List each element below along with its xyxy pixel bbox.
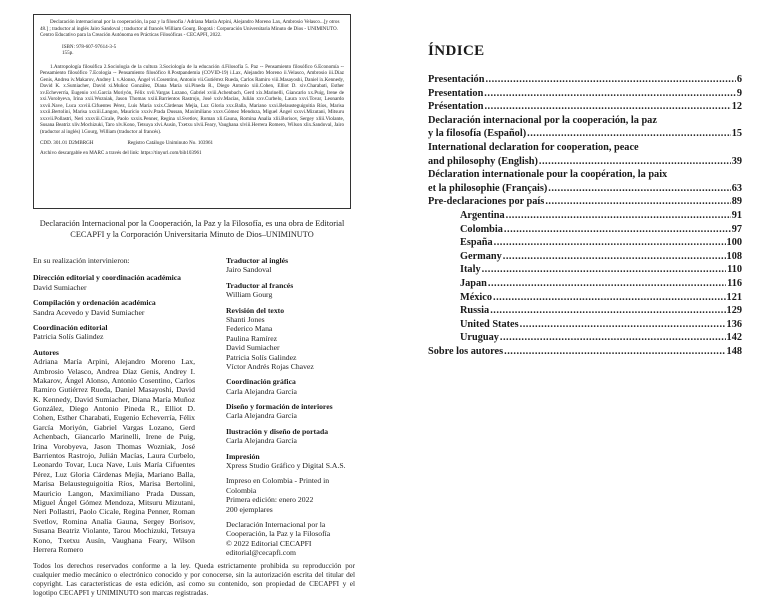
toc-entry-label: Colombia xyxy=(460,223,503,235)
credit-value: Patricia Solís Galindez xyxy=(226,352,297,362)
toc-entry-label: y la filosofía (Español) xyxy=(428,128,527,140)
toc-page-number: 91 xyxy=(731,209,742,221)
toc-entry[interactable] xyxy=(428,223,742,237)
credit-direccion xyxy=(33,273,195,292)
toc-entry-label: Pre-declaraciones por país xyxy=(428,196,545,208)
table-of-contents xyxy=(428,73,742,358)
credit-value: Carla Alejandra García xyxy=(226,386,297,396)
credit-heading: Impresión xyxy=(226,451,260,461)
toc-leader-dots xyxy=(527,127,731,141)
toc-entry-last-line xyxy=(428,155,742,169)
toc-entry[interactable] xyxy=(428,263,742,277)
toc-entry-last-line xyxy=(428,182,742,196)
toc-leader-dots xyxy=(504,345,725,359)
credit-value: Carla Alejandra García xyxy=(226,411,297,421)
toc-page-number: 121 xyxy=(726,291,742,303)
cataloging-record-box xyxy=(33,14,351,209)
toc-entry-label: Uruguay xyxy=(460,332,499,344)
credit-heading: Traductor al inglés xyxy=(226,256,289,265)
toc-leader-dots xyxy=(503,250,726,264)
cip-pages: 155p. xyxy=(62,50,74,57)
toc-entry-label: Italy xyxy=(460,264,481,276)
toc-entry-label: Presentación xyxy=(428,74,485,85)
credit-heading: Dirección editorial y coordinación académica xyxy=(33,273,182,283)
toc-page-number: 63 xyxy=(731,182,742,194)
credit-heading: Traductor al francés xyxy=(226,280,294,290)
toc-entry[interactable] xyxy=(428,168,742,195)
toc-entry-line: Déclaration internationale pour la coopération, la paix xyxy=(428,169,668,181)
toc-page-number: 108 xyxy=(726,250,742,262)
credit-coordinacion xyxy=(33,323,195,342)
credit-value: David Sumiacher xyxy=(33,282,87,292)
toc-leader-dots xyxy=(482,263,727,277)
toc-entry[interactable] xyxy=(428,141,742,168)
toc-entry-line: International declaration for cooperation, peace xyxy=(428,141,639,153)
toc-entry-label: and philosophy (English) xyxy=(428,155,538,167)
credit-value: Carla Alejandra García xyxy=(226,436,297,446)
toc-leader-dots xyxy=(494,236,726,250)
toc-entry-label: Russia xyxy=(460,305,490,317)
toc-page-number: 129 xyxy=(726,305,742,317)
toc-entry-label: Presentation xyxy=(428,87,484,99)
copyright-line: Cooperación, la Paz y la Filosofía xyxy=(226,529,331,539)
credit-value: Federico Mana xyxy=(226,324,273,334)
toc-entry-label: Germany xyxy=(460,250,502,262)
rights-notice: Todos los derechos reservados conforme a la ley. Queda estrictamente prohibida su reproducción por cualquier medio mecánico o electrónico conocido y por conocerse, sin la autorización escrita del titular del copyright. Las características de esta edición, así como su contenido, son propiedad de CECAPFI y el logotipo CECAPFI y UNIMINUTO son marcas registradas. xyxy=(33,561,355,598)
toc-leader-dots xyxy=(548,182,730,196)
credit-compilacion xyxy=(33,298,195,317)
credit-value: Xpress Studio Gráfico y Digital S.A.S. xyxy=(226,461,346,471)
index-page xyxy=(384,0,768,609)
toc-page-number: 9 xyxy=(736,87,742,99)
toc-page-number: 100 xyxy=(726,237,742,249)
toc-leader-dots xyxy=(504,223,731,237)
credit-autores xyxy=(33,348,195,555)
credit-value: Shanti Jones xyxy=(226,314,265,324)
toc-page-number: 12 xyxy=(731,101,742,113)
credit-value: William Gourg xyxy=(226,290,273,300)
cip-archivo: Archivo descargable en MARC a través del link: https://tinyurl.com/bib103961 xyxy=(40,149,202,156)
credit-traductor-ingles xyxy=(226,256,356,275)
toc-entry[interactable] xyxy=(428,100,742,114)
toc-entry[interactable] xyxy=(428,250,742,264)
toc-entry[interactable] xyxy=(428,73,742,87)
colophon-line: Primera edición: enero 2022 xyxy=(226,495,314,505)
cip-isbn-block xyxy=(40,44,344,57)
toc-entry-label: Sobre los autores xyxy=(428,345,504,357)
credits-right-column xyxy=(226,256,356,564)
authors-list: Adriana María Arpini, Alejandro Moreno Lax, Ambrosio Velasco, Andrea Díaz Genis, Andrey I. Makarov, Ángel Alonso, Antonio Cosentino, Carlos Ramiro Gutiérrez Rueda, Daniel Masayoshi, David K. Kennedy, David Sumiacher, Diana María Muñoz González, Diego Antonio Pineda R., Elliot D. Cohen, Esther Charabati, Eugenio Echeverría, Félix García Moriyón, Gabriel Vargas Lozano, Gerd Achenbach, Giancarlo Marinelli, Irene de Puig, Irina Vorobyeva, Jason Thomas Wozniak, José Barrientos Rastrojo, Julián Macías, Laura Curbelo, Leonardo Tovar, Luca Nave, Luis María Cifuentes Pérez, Luz Gloria Cárdenas Mejía, Mariano Balla, Marisa Belausteguigoitia Ríos, Marisa Bertolini, Mauricio Langon, Maximiliano Prada Dussan, Miguel Ángel Gómez Mendoza, Mitsuru Mizutani, Neri Pollastri, Paolo Cicale, Regina Penner, Roman Svetlov, Romina Analía Gauna, Sergey Borisov, Susana Beatriz Violante, Tarou Mochizuki, Tetsuya Kono, Txetxu Ausín, Vaughana Feary, Wilson Herrera Romero xyxy=(33,357,195,554)
credit-value: Jairo Sandoval xyxy=(226,265,272,275)
credit-interiores xyxy=(226,402,356,421)
toc-leader-dots xyxy=(484,87,736,101)
copyright-block xyxy=(226,520,356,558)
credit-traductor-frances xyxy=(226,281,356,300)
toc-entry-label: México xyxy=(460,291,493,303)
toc-page-number: 148 xyxy=(726,345,742,357)
index-title: ÍNDICE xyxy=(428,43,485,59)
toc-page-number: 142 xyxy=(726,332,742,344)
credits-lead: En su realización intervinieron: xyxy=(33,256,130,265)
toc-page-number: 97 xyxy=(731,223,742,235)
credits-left-column xyxy=(33,256,195,560)
credit-value: Patricia Solís Galindez xyxy=(33,332,104,342)
toc-page-number: 110 xyxy=(727,264,742,276)
toc-page-number: 6 xyxy=(736,74,742,85)
credit-heading: Autores xyxy=(33,347,59,357)
cip-cdd: CDD. 301.01 D2MBRGH xyxy=(40,140,94,147)
toc-leader-dots xyxy=(485,73,735,87)
toc-leader-dots xyxy=(506,209,731,223)
credit-heading: Ilustración y diseño de portada xyxy=(226,426,329,436)
toc-leader-dots xyxy=(539,155,731,169)
toc-entry[interactable] xyxy=(428,277,742,291)
toc-leader-dots xyxy=(490,304,725,318)
toc-entry-line: Declaración internacional por la cooperación, la paz xyxy=(428,114,657,126)
colophon-line: 200 ejemplares xyxy=(226,504,273,514)
toc-page-number: 39 xyxy=(731,155,742,167)
toc-entry-last-line xyxy=(428,127,742,141)
toc-entry[interactable] xyxy=(428,114,742,141)
contact-email: editorial@cecapfi.com xyxy=(226,548,297,558)
toc-page-number: 89 xyxy=(731,196,742,208)
toc-page-number: 136 xyxy=(726,318,742,330)
colophon xyxy=(226,476,356,514)
copyright-line: © 2022 Editorial CECAPFI xyxy=(226,538,312,548)
publisher-intro: Declaración Internacional por la Cooperación, la Paz y la Filosofía, es una obra de Editorial CECAPFI y la Corporación Universitaria Minuto de Dios–UNIMINUTO xyxy=(39,219,345,239)
toc-entry[interactable] xyxy=(428,331,742,345)
cip-registro: Registro Catálogo Uniminuto No. 103961 xyxy=(127,140,214,147)
credit-heading: Revisión del texto xyxy=(226,305,285,315)
copyright-line: Declaración Internacional por la xyxy=(226,519,326,529)
toc-entry-label: Japan xyxy=(460,277,487,289)
colophon-line: Impreso en Colombia - Printed in Colombia xyxy=(226,476,330,495)
toc-entry-label: et la philosophie (Français) xyxy=(428,182,548,194)
toc-leader-dots xyxy=(493,291,726,305)
toc-entry[interactable] xyxy=(428,345,742,359)
toc-entry[interactable] xyxy=(428,304,742,318)
toc-entry[interactable] xyxy=(428,236,742,250)
credit-value: Sandra Acevedo y David Sumiacher xyxy=(33,307,145,317)
credit-impresion xyxy=(226,452,356,471)
toc-entry-label: United States xyxy=(460,318,519,330)
toc-entry[interactable] xyxy=(428,209,742,223)
credit-heading: Compilación y ordenación académica xyxy=(33,298,156,308)
cip-cdd-row xyxy=(40,140,344,147)
credit-value: David Sumiacher xyxy=(226,343,280,353)
toc-entry-label: Présentation xyxy=(428,101,484,113)
toc-entry[interactable] xyxy=(428,87,742,101)
credit-portada xyxy=(226,427,356,446)
toc-leader-dots xyxy=(488,277,726,291)
cip-description: Declaración internacional por la cooperación, la paz y la filosofía / Adriana María Arpini, Alejandro Moreno Lax, Ambrosio Velasco...[y otros 48.] ; traductor al inglés Jairo Sandoval ; traductor al francés William Gourg. Bogotá : Corporación Universitaria Minuto de Dios - UNIMINUTO. Centro Educativo para la Creación Autónoma en Prácticas Filosóficas - CECAPFI, 2022. xyxy=(40,19,340,39)
toc-entry[interactable] xyxy=(428,318,742,332)
toc-leader-dots xyxy=(520,318,726,332)
cip-isbn: ISBN: 978-607-97614-3-5 xyxy=(62,43,117,50)
toc-leader-dots xyxy=(545,195,730,209)
toc-entry[interactable] xyxy=(428,291,742,305)
toc-leader-dots xyxy=(484,100,730,114)
toc-page-number: 15 xyxy=(731,128,742,140)
toc-entry[interactable] xyxy=(428,195,742,209)
toc-entry-label: Argentina xyxy=(460,209,505,221)
credit-coordinacion-grafica xyxy=(226,377,356,396)
toc-entry-label: España xyxy=(460,237,493,249)
credit-heading: Coordinación editorial xyxy=(33,322,108,332)
credit-heading: Coordinación gráfica xyxy=(226,377,296,387)
credit-value: Víctor Andrés Rojas Chavez xyxy=(226,361,314,371)
credit-heading: Diseño y formación de interiores xyxy=(226,402,333,412)
toc-leader-dots xyxy=(500,331,726,345)
credit-revision xyxy=(226,306,356,372)
toc-page-number: 116 xyxy=(727,277,742,289)
credit-value: Paulina Ramírez xyxy=(226,333,278,343)
cip-subjects: 1.Antropología filosófica 2.Sociología de la cultura 3.Sociología de la educación 4.Filosofía 5. Paz -- Pensamiento filosófico 6.Economía -- Pensamiento filosófico 7.Ecología -- Pensamiento filosófico 8.Postpandemia (COVID-19) i.Lax, Alejandro Moreno ii.Velasco, Ambrosio iii.Díaz Genis, Andrea iv.Makarov, Andrey I. v.Alonso, Ángel vi.Cosentino, Antonio vii.Gutiérrez Rueda, Carlos Ramiro viii.Masayoshi, Daniel ix.Kennedy, David K. x.Sumiacher, David xi.Muñoz González, Diana María xii.Pineda R., Diego Antonio xiii.Cohen, Elliot D. xiv.Charabati, Esther xv.Echeverría, Eugenio xvi.García Moriyón, Félix xvii.Vargas Lozano, Gabriel xviii.Achenbach, Gerd xix.Marinelli, Giancarlo xx.Puig, Irene de xxi.Vorobyeva, Irina xxii.Wozniak, Jason Thomas xxiii.Barrientos Rastrojo, José xxiv.Macías, Julián xxv.Curbelo, Laura xxvi.Tovar, Leonardo xxvii.Nave, Luca xxviii.Cifuentes Pérez, Luis María xxix.Cárdenas Mejía, Luz Gloria xxx.Balla, Mariano xxxi.Belausteguigoitia Ríos, Marisa xxxii.Bertolini, Marisa xxxiii.Langon, Mauricio xxxiv.Prada Dussan, Maximiliano xxxv.Gómez Mendoza, Miguel Ángel xxxvi.Mizutani, Mitsuru xxxvii.Pollastri, Neri xxxviii.Cicale, Paolo xxxix.Penner, Regina xl.Svetlov, Roman xli.Gauna, Romina Analía xlii.Borisov, Sergey xliii.Violante, Susana Beatriz xliv.Mochizuki, Taro xlv.Kono, Tetsuya xlvi.Ausín, Txetxu xlvii.Feary, Vaughana xlviii.Herrera Romero, Wilson xlix.Sandoval, Jairo (traductor al inglés) l.Gourg, William (traductor al francés). xyxy=(40,63,344,135)
